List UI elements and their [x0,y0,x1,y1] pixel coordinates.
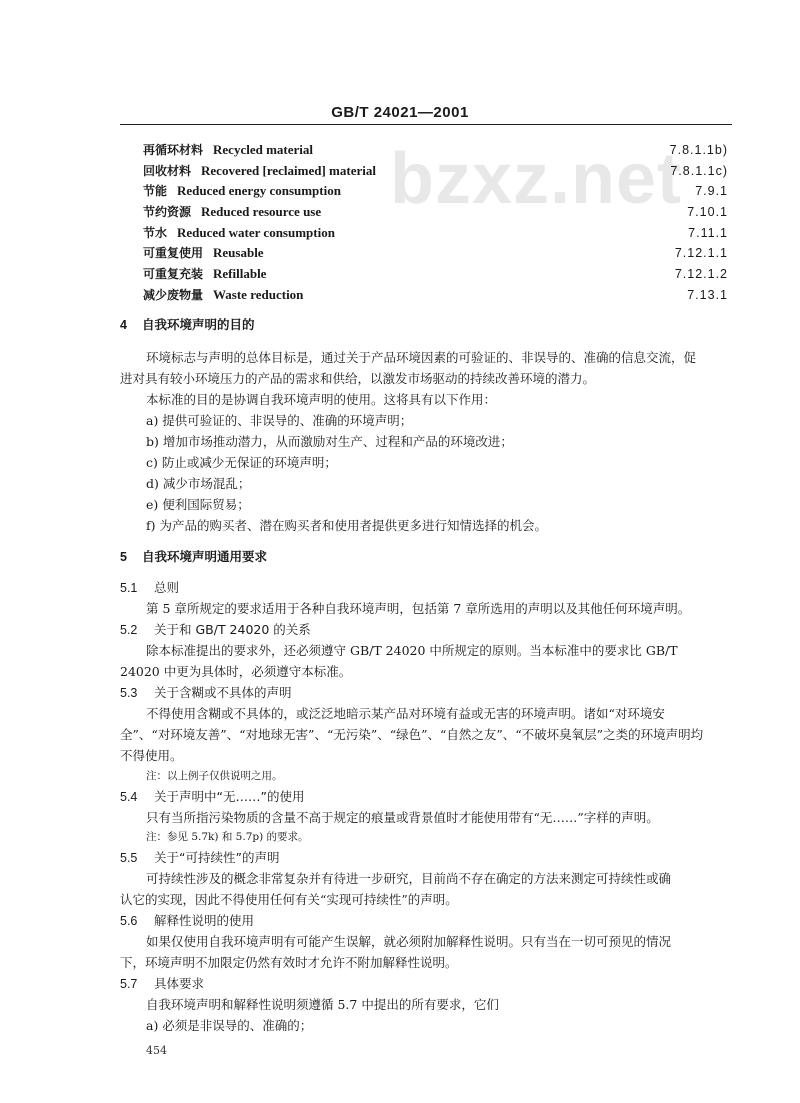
term-clause-reference: 7.8.1.1b) [669,143,728,157]
term-index-list [143,140,728,306]
section-number: 5 [120,550,127,564]
subsection-number: 5.5 [120,851,138,865]
header-rule [120,124,732,125]
subsection-5-5-heading [120,848,279,866]
subsection-5-7-heading [120,974,204,992]
subsection-5-4-paragraph: 只有当所指污染物质的含量不高于规定的痕量或背景值时才能使用带有“无……”字样的声明。 [146,810,659,825]
term-clause-reference: 7.9.1 [695,184,728,199]
section-4-paragraph-2: 本标准的目的是协调自我环境声明的使用。这将具有以下作用： [146,392,497,407]
term-chinese: 再循环材料 [143,143,204,157]
subsection-number: 5.2 [120,623,138,637]
subsection-title: 关于声明中“无……”的使用 [154,789,305,804]
term-chinese: 减少废物量 [143,287,204,302]
subsection-5-2-line-1: 除本标准提出的要求外，还必须遵守 GB/T 24020 中所规定的原则。当本标准中的要求比 GB/T [146,643,678,658]
subsection-number: 5.3 [120,686,138,700]
subsection-title: 关于“可持续性”的声明 [154,850,280,865]
term-clause-reference: 7.13.1 [687,287,728,302]
term-clause-reference: 7.12.1.2 [674,267,728,282]
subsection-title: 关于含糊或不具体的声明 [154,685,292,700]
term-chinese: 节约资源 [143,205,192,220]
subsection-5-6-line-2: 下，环境声明不加限定仍然有效时才允许不附加解释性说明。 [120,955,458,970]
subsection-5-3-line-2: 全”、“对环境友善”、“对地球无害”、“无污染”、“绿色”、“自然之友”、“不破坏臭氧层”之类的环境声明均 [120,727,704,742]
term-clause-reference: 7.12.1.1 [674,246,728,261]
section-4-paragraph-1-line-2: 进对具有较小环境压力的产品的需求和供给，以激发市场驱动的持续改善环境的潜力。 [120,371,596,386]
term-row [143,202,728,223]
term-english: Recycled material [213,142,313,157]
subsection-5-1-paragraph: 第 5 章所规定的要求适用于各种自我环境声明，包括第 7 章所选用的声明以及其他任何环境声明。 [146,601,691,616]
term-clause-reference: 7.11.1 [688,225,728,240]
section-number: 4 [120,318,127,332]
subsection-5-2-heading [120,620,311,638]
term-row [143,161,728,182]
list-item-d: d) 减少市场混乱； [146,476,251,491]
subsection-number: 5.1 [120,581,138,595]
subsection-5-5-line-1: 可持续性涉及的概念非常复杂并有待进一步研究，目前尚不存在确定的方法来测定可持续性或确 [146,871,672,886]
term-english: Reduced energy consumption [177,183,341,199]
term-english: Refillable [213,266,267,282]
term-row [143,243,728,264]
term-row [143,285,728,306]
subsection-5-5-line-2: 认它的实现，因此不得使用任何有关“实现可持续性”的声明。 [120,892,458,907]
subsection-5-3-line-1: 不得使用含糊或不具体的，或泛泛地暗示某产品对环境有益或无害的环境声明。诸如“对环境安 [146,706,665,721]
subsection-5-6-heading [120,911,254,929]
subsection-5-3-heading [120,683,292,701]
term-row [143,264,728,285]
term-chinese: 节水 [143,225,168,240]
subsection-5-7-paragraph: 自我环境声明和解释性说明须遵循 5.7 中提出的所有要求，它们 [146,997,499,1012]
section-title: 自我环境声明通用要求 [142,549,268,564]
list-item-a: a) 提供可验证的、非误导的、准确的环境声明； [146,413,413,428]
subsection-title: 解释性说明的使用 [154,913,255,928]
term-english: Reusable [213,245,264,261]
subsection-5-2-line-2: 24020 中更为具体时，必须遵守本标准。 [120,664,352,679]
subsection-number: 5.6 [120,914,138,928]
term-english: Recovered [reclaimed] material [201,162,376,178]
page-number: 454 [146,1044,167,1057]
subsection-5-3-line-3: 不得使用。 [120,748,183,763]
subsection-title: 具体要求 [154,976,205,991]
term-chinese: 回收材料 [143,163,192,178]
subsection-5-3-note: 注：以上例子仅供说明之用。 [146,770,283,782]
term-english: Waste reduction [213,286,304,302]
term-chinese: 可重复使用 [143,246,204,261]
list-item-e: e) 便利国际贸易； [146,497,250,512]
subsection-number: 5.4 [120,790,138,804]
section-title: 自我环境声明的目的 [142,317,255,332]
subsection-number: 5.7 [120,977,138,991]
term-clause-reference: 7.10.1 [687,205,728,220]
term-row [143,223,728,244]
section-4-paragraph-1-line-1: 环境标志与声明的总体目标是，通过关于产品环境因素的可验证的、非误导的、准确的信息交流，促 [146,350,697,365]
section-4-heading [120,315,255,333]
list-item-c: c) 防止或减少无保证的环境声明； [146,455,337,470]
term-english: Reduced water consumption [177,224,335,240]
subsection-title: 关于和 GB/T 24020 的关系 [154,622,311,637]
subsection-title: 总则 [154,580,180,595]
subsection-5-4-heading [120,787,304,805]
section-5-heading [120,547,267,565]
subsection-5-1-heading [120,578,179,596]
list-item-f: f) 为产品的购买者、潜在购买者和使用者提供更多进行知情选择的机会。 [146,518,547,533]
document-header: GB/T 24021—2001 [331,104,469,121]
term-chinese: 可重复充装 [143,267,204,282]
term-chinese: 节能 [143,184,168,199]
term-clause-reference: 7.8.1.1c) [670,163,728,178]
list-item-b: b) 增加市场推动潜力，从而激励对生产、过程和产品的环境改进； [146,434,513,449]
term-row [143,140,728,161]
subsection-5-7-item-a: a) 必须是非误导的、准确的； [146,1018,313,1033]
term-english: Reduced resource use [201,204,322,220]
watermark: bzxz.net [390,139,683,219]
subsection-5-6-line-1: 如果仅使用自我环境声明有可能产生误解，就必须附加解释性说明。只有当在一切可预见的情况 [146,934,672,949]
subsection-5-4-note: 注：参见 5.7k) 和 5.7p) 的要求。 [146,831,309,843]
term-row [143,181,728,202]
